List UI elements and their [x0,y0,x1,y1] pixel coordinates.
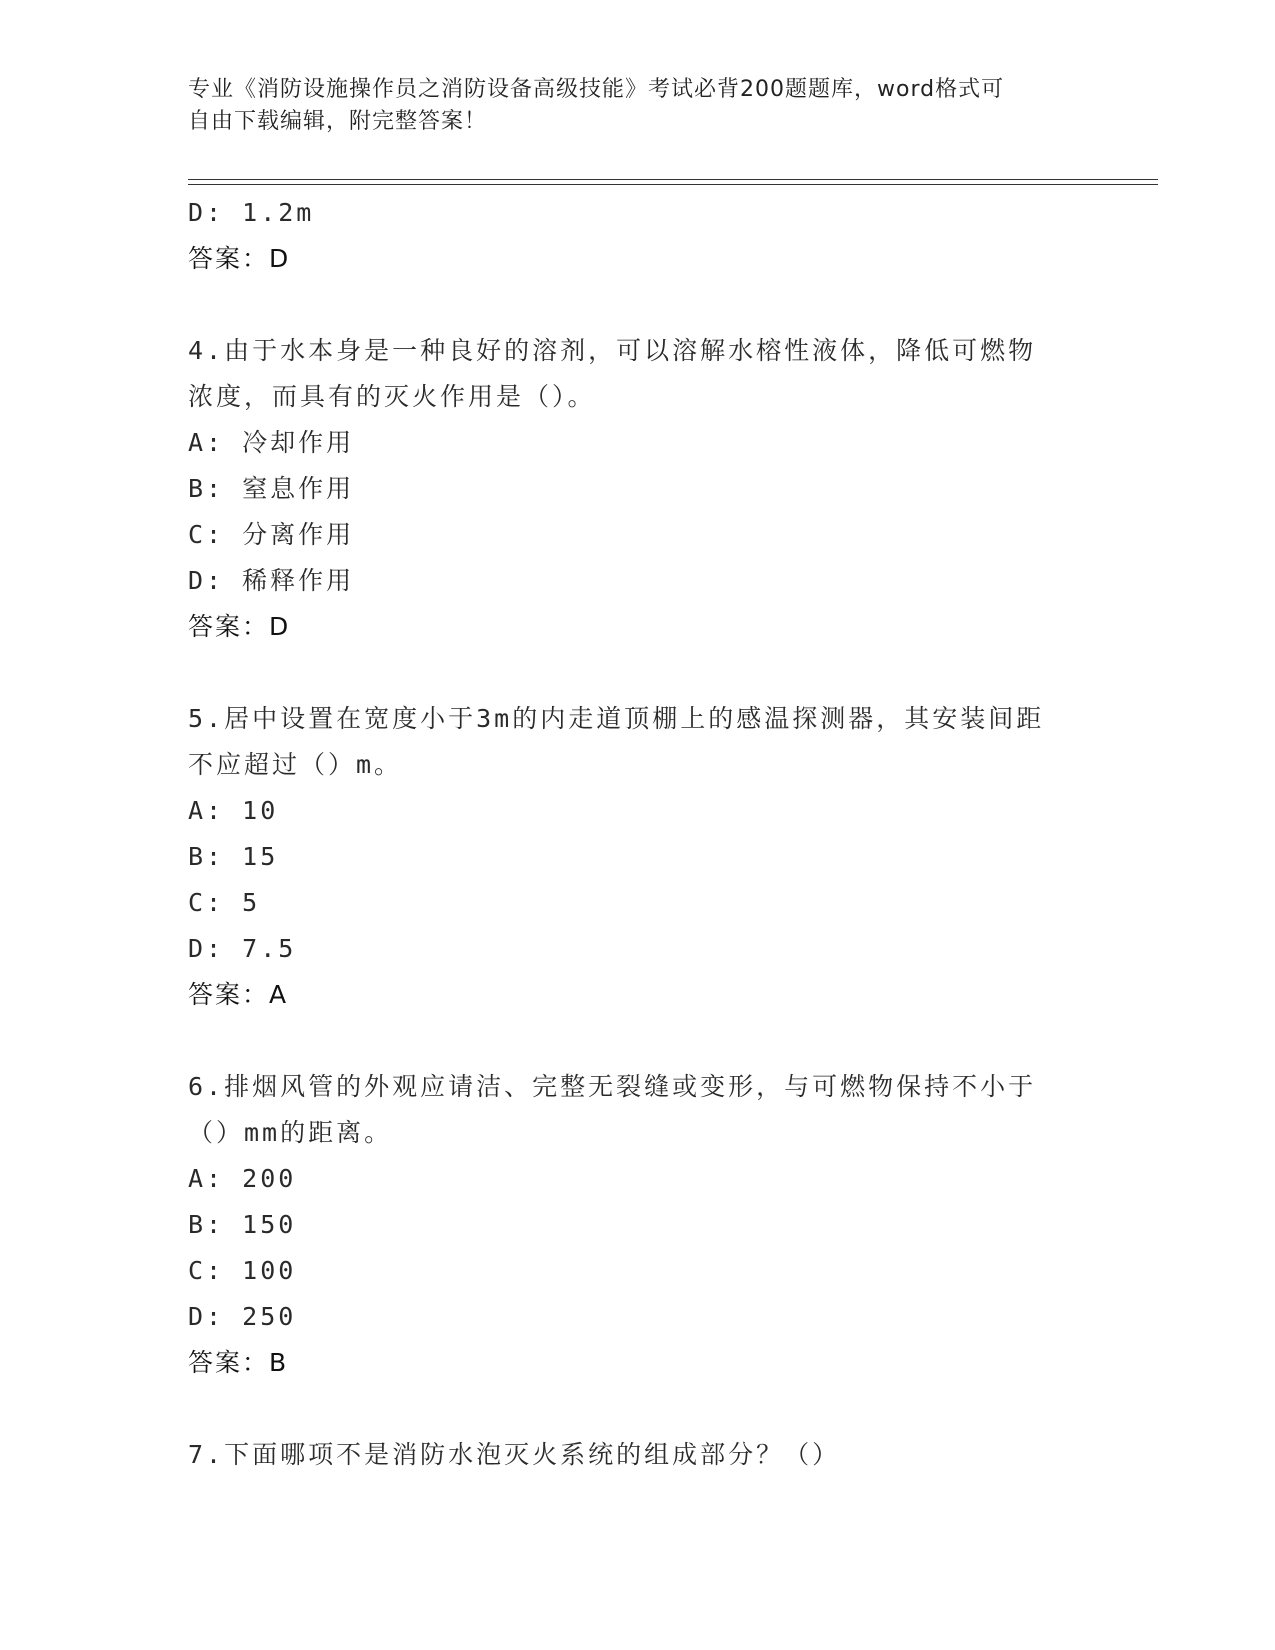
header-rule-bottom [188,184,1158,185]
option-c: C: 100 [188,1256,297,1285]
option-d: D: 稀释作用 [188,566,355,595]
header-line-1: 专业《消防设施操作员之消防设备高级技能》考试必背200题题库，word格式可 [188,77,1005,102]
option-b: B: 150 [188,1210,297,1239]
answer: 答案：A [188,980,289,1009]
question-list [188,190,1088,1478]
spacer [188,282,1088,328]
question-stem: 6.排烟风管的外观应请洁、完整无裂缝或变形，与可燃物保持不小于 [188,1072,1037,1101]
question-6 [188,1064,1088,1386]
header-rule-top [188,179,1158,180]
answer: 答案：D [188,612,291,641]
question-stem: 4.由于水本身是一种良好的溶剂，可以溶解水榕性液体，降低可燃物 [188,336,1037,365]
header-line-2: 自由下载编辑，附完整答案！ [188,109,488,134]
option-c: C: 5 [188,888,261,917]
partial-question-3 [188,190,1088,282]
option-b: B: 15 [188,842,279,871]
question-stem: 浓度，而具有的灭火作用是（）。 [188,382,596,411]
question-4 [188,328,1088,650]
option-d: D: 250 [188,1302,297,1331]
spacer [188,1018,1088,1064]
spacer [188,1386,1088,1432]
option-a: A: 10 [188,796,279,825]
option-a: A: 冷却作用 [188,428,355,457]
option-d: D: 1.2m [188,198,315,227]
option-a: A: 200 [188,1164,297,1193]
option-c: C: 分离作用 [188,520,355,549]
question-stem: 7.下面哪项不是消防水泡灭火系统的组成部分？（） [188,1440,841,1469]
answer: 答案：D [188,244,291,273]
question-stem: 5.居中设置在宽度小于3m的内走道顶棚上的感温探测器，其安装间距 [188,704,1045,733]
option-b: B: 窒息作用 [188,474,355,503]
option-d: D: 7.5 [188,934,297,963]
page-header [188,74,1068,138]
question-stem: （）mm的距离。 [188,1118,393,1147]
question-7 [188,1432,1088,1478]
answer: 答案：B [188,1348,289,1377]
question-stem: 不应超过（）m。 [188,750,403,779]
spacer [188,650,1088,696]
question-5 [188,696,1088,1018]
